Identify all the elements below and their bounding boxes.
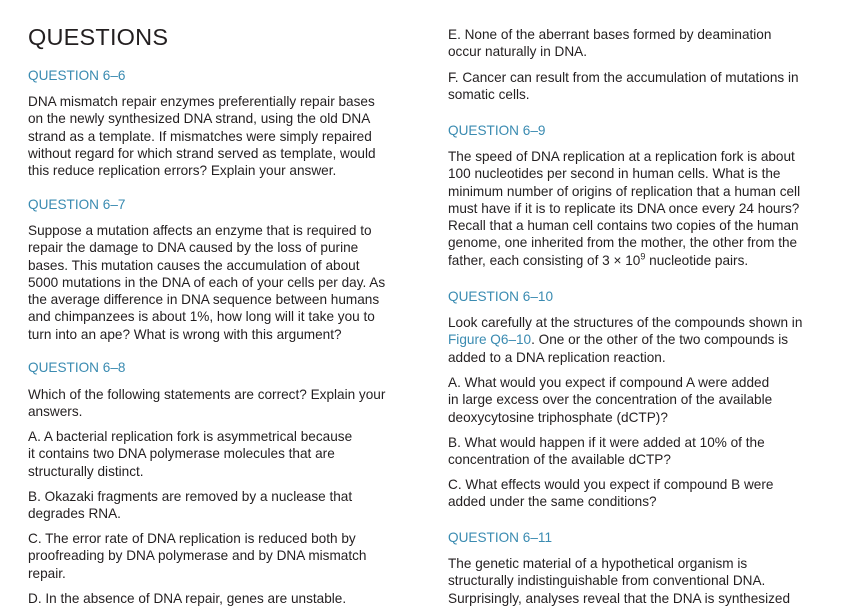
question-6-6-text: DNA mismatch repair enzymes preferentially repair bases on the newly synthesized DNA strand, using the old DNA strand as a template. If mismatches were simply repaired without regard for which strand served as template, would this reduce replication errors? Explain your answer. bbox=[28, 94, 376, 179]
question-6-8-heading: QUESTION 6–8 bbox=[28, 360, 126, 375]
question-6-10-intro bbox=[448, 314, 802, 366]
question-6-8-item-c: C. The error rate of DNA replication is reduced both by proofreading by DNA polymerase and by DNA mismatch repair. bbox=[28, 531, 367, 581]
question-6-9-tail: nucleotide pairs. bbox=[649, 252, 749, 268]
power-exponent: 9 bbox=[640, 251, 646, 262]
question-6-8-item-d: D. In the absence of DNA repair, genes are unstable. bbox=[28, 591, 347, 606]
power-base: 10 bbox=[625, 252, 641, 268]
question-6-8-item-b: B. Okazaki fragments are removed by a nuclease that degrades RNA. bbox=[28, 489, 353, 522]
question-6-9-body: The speed of DNA replication at a replication fork is about 100 nucleotides per second in human cells. What is the minimum number of origins of replication that a human cell must have if it is to replicate its DNA once every 24 hours? Recall that a human cell contains two copies of the human genome, one inherited from the mother, the other from the father, each consisting of 3 bbox=[448, 149, 801, 268]
question-6-6-heading: QUESTION 6–6 bbox=[28, 68, 126, 83]
figure-q6-10-link[interactable]: Figure Q6–10 bbox=[448, 332, 532, 348]
question-6-7-text: Suppose a mutation affects an enzyme that is required to repair the damage to DNA caused by the loss of purine bases. This mutation causes the accumulation of about 5000 mutations in the DNA of each of your cells per day. As the average difference in DNA sequence between humans and chimpanzees is about 1%, how long will it take you to turn into an ape? What is wrong with this argument? bbox=[28, 223, 386, 342]
question-6-7-heading: QUESTION 6–7 bbox=[28, 197, 126, 212]
page-title: QUESTIONS bbox=[28, 24, 169, 50]
question-6-10-heading: QUESTION 6–10 bbox=[448, 289, 554, 304]
question-6-11-heading: QUESTION 6–11 bbox=[448, 530, 553, 545]
question-6-10-intro-start: Look carefully at the structures of the compounds shown in bbox=[448, 315, 803, 330]
question-6-9-heading: QUESTION 6–9 bbox=[448, 123, 546, 138]
question-6-11-text: The genetic material of a hypothetical organism is structurally indistinguishable from conventional DNA. Surprisingly, analyses reveal that the DNA is synthesized bbox=[448, 556, 791, 606]
question-6-8-intro: Which of the following statements are correct? Explain your answers. bbox=[28, 387, 386, 420]
question-6-8-item-e: E. None of the aberrant bases formed by deamination occur naturally in DNA. bbox=[448, 27, 772, 60]
question-6-10-intro-end: . One or the other of the two compounds is added to a DNA replication reaction. bbox=[448, 332, 789, 365]
question-6-10-item-b: B. What would happen if it were added at 10% of the concentration of the available dCTP? bbox=[448, 435, 765, 468]
question-6-8-item-f: F. Cancer can result from the accumulation of mutations in somatic cells. bbox=[448, 70, 799, 103]
question-6-8-item-a: A. A bacterial replication fork is asymmetrical because it contains two DNA polymerase molecules that are structurally distinct. bbox=[28, 429, 353, 479]
question-6-10-item-c: C. What effects would you expect if compound B were added under the same conditions? bbox=[448, 477, 774, 510]
question-6-9-text bbox=[448, 148, 800, 269]
question-6-10-item-a: A. What would you expect if compound A were added in large excess over the concentration of the available deoxycytosine triphosphate (dCTP)? bbox=[448, 375, 773, 425]
times-sign: × bbox=[613, 252, 622, 268]
